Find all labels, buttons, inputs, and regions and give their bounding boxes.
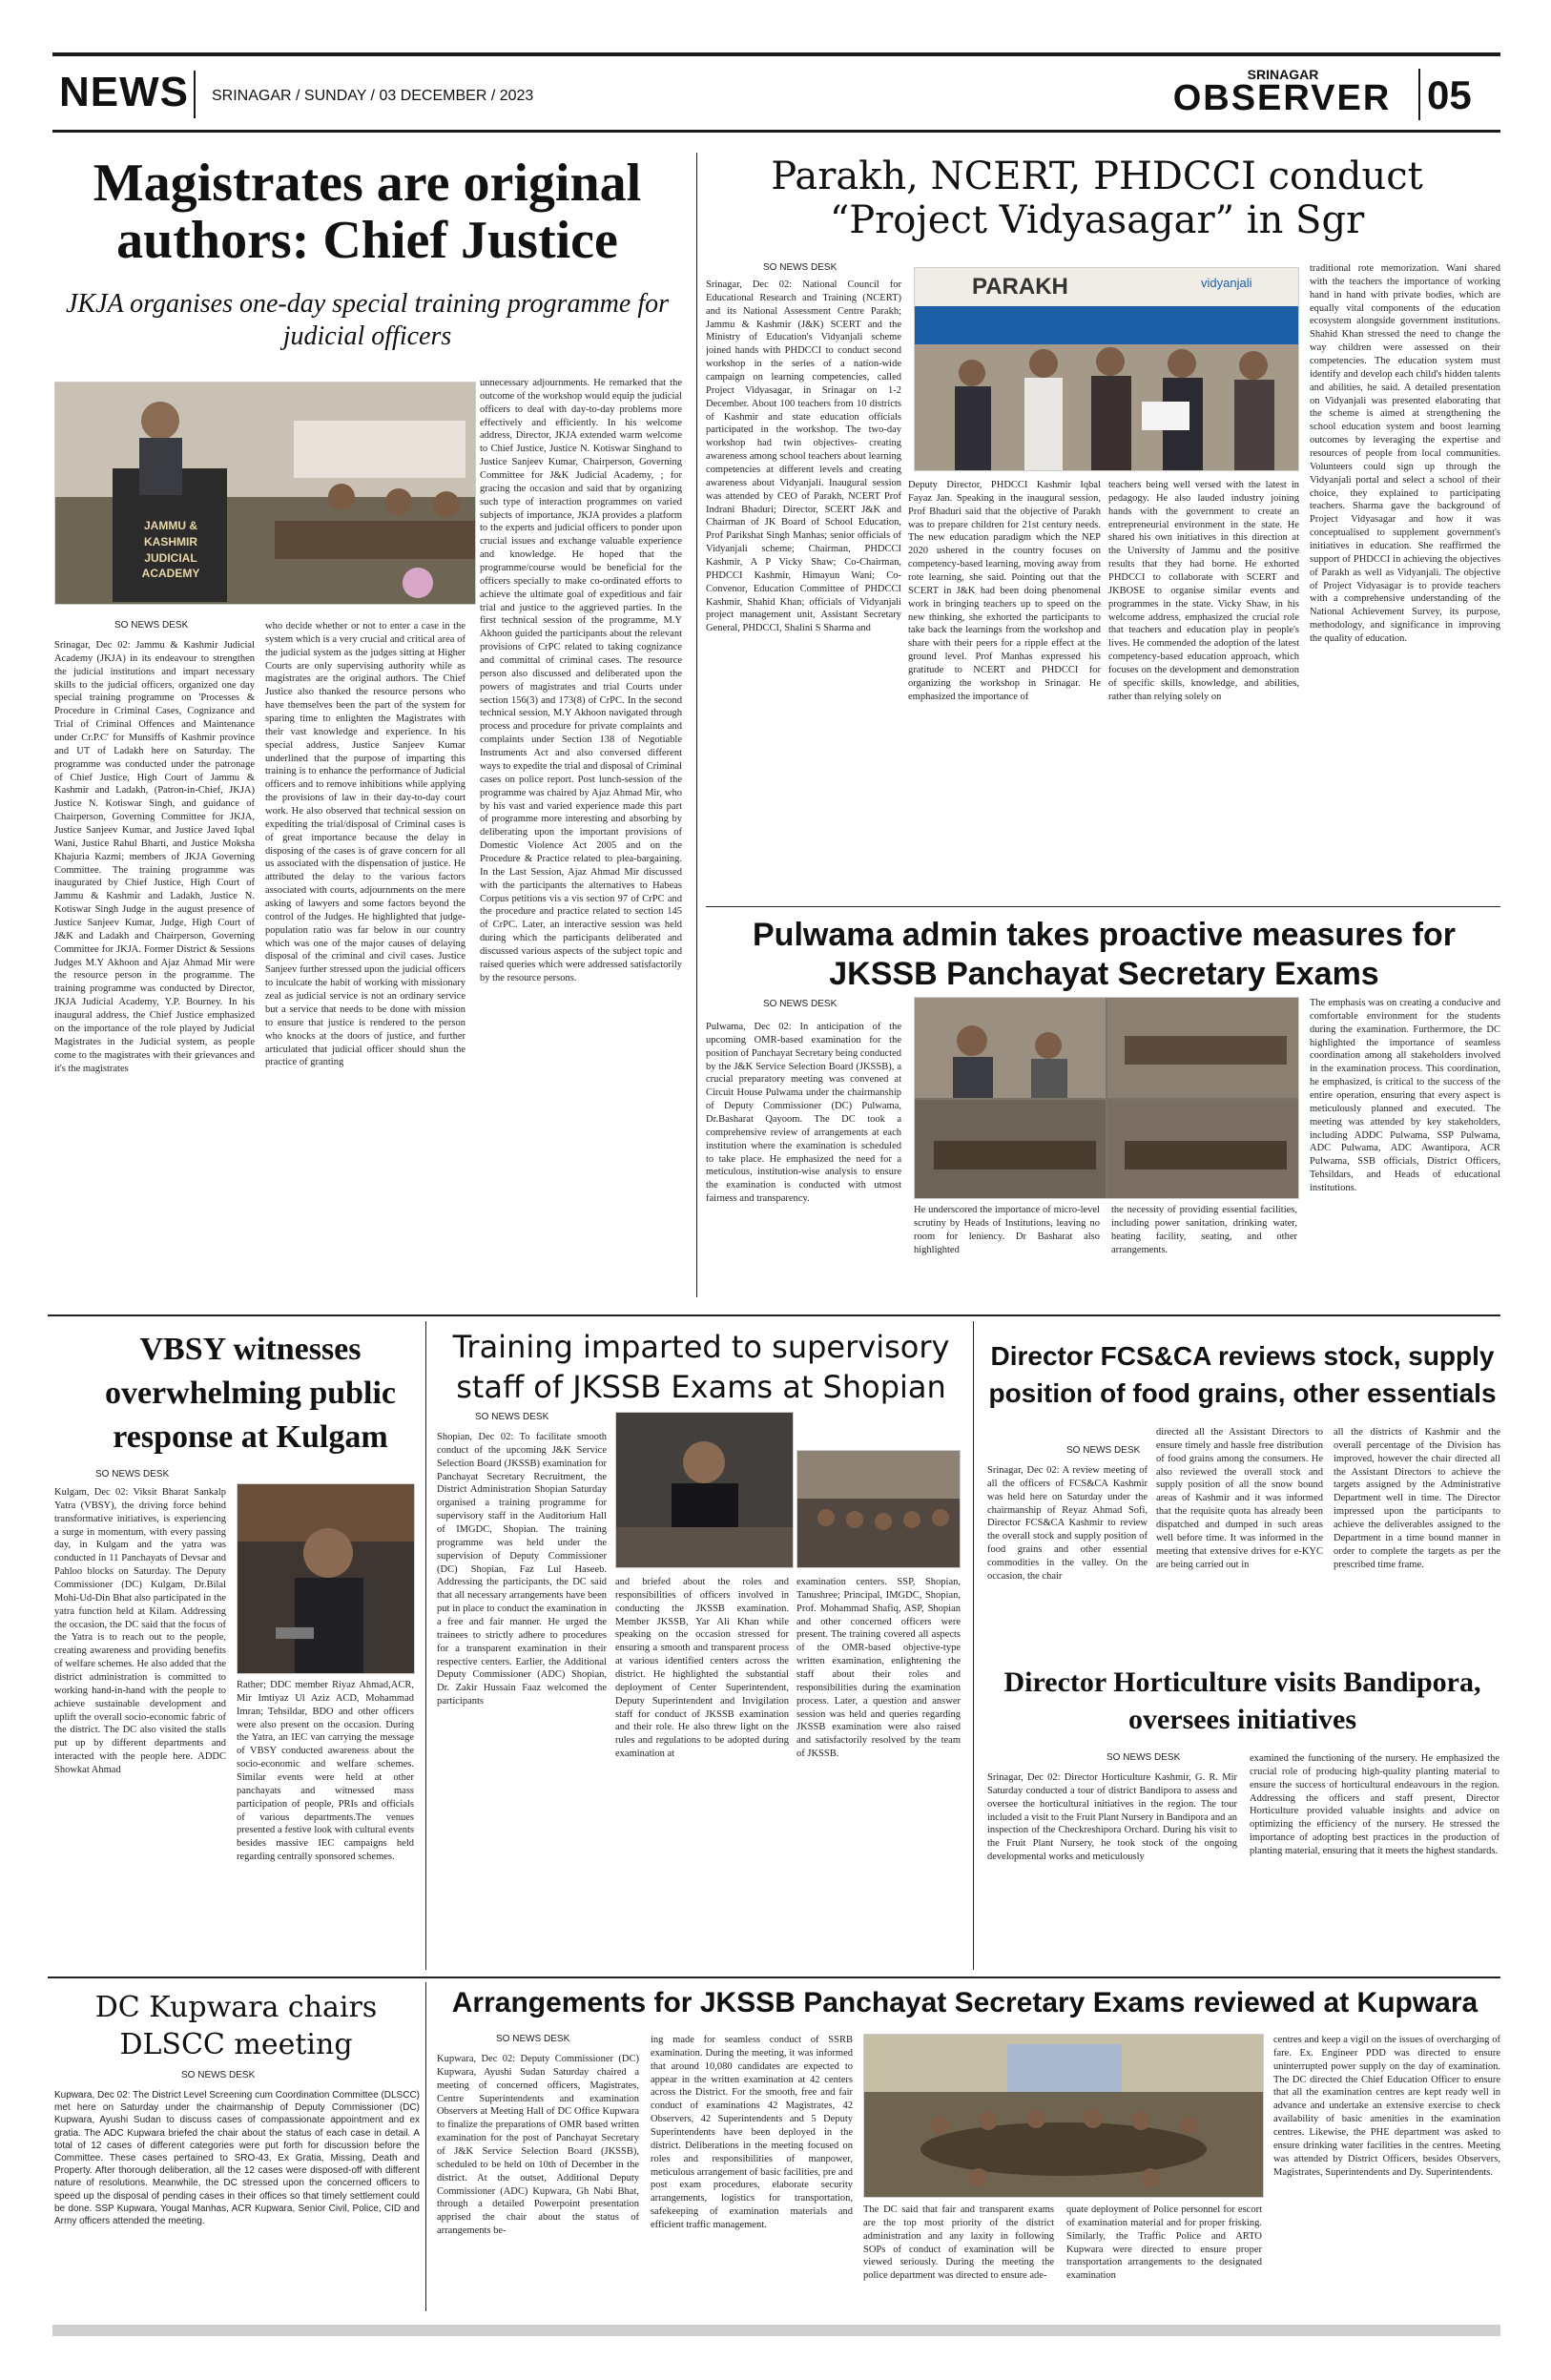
pulwama-col2: He underscored the importance of micro-level scrutiny by Heads of Institutions, leaving no room for leniency. Dr Basharat also highlighted bbox=[914, 1205, 1100, 1255]
parakh-col4: traditional rote memorization. Wani shared with the teachers the importance of working hand in hand with private bodies, which are equally vital components of the education ecosystem alongside government institutions. Shahid Khan stressed the need to change the way children were assessed on their competencies. The education system must identify and develop each child's hidden talents and abilities, he said. A detailed presentation on Vidyanjali was presented elaborating that the scheme is aimed at strengthening the school education system and boost learning outcomes by leveraging the expertise and resources of people from local communities. Volunteers could sign up through the Vidyanjali portal and select a school of their choice, they explained to participating teachers. Sharma gave the background of Project Vidyasagar and how it was conceptualised to supplement government's initiatives in education. She reaffirmed the support of PHDCCI in achieving the objectives of Parakh as well as Vidyanjali. The objective of Project Vidyasagar is to provide teachers with a comprehensive understanding of the National Achievement Survey, its purpose, methodology, and significance in improving the quality of education. bbox=[1310, 263, 1500, 645]
vbsy-headline: VBSY witnesses overwhelming public response at Kulgam bbox=[104, 1332, 397, 1455]
footer-bar bbox=[52, 2325, 1500, 2336]
horticulture-headline: Director Horticulture visits Bandipora, oversees initiatives bbox=[1003, 1666, 1481, 1735]
shopian-headline: Training imparted to supervisory staff of JKSSB Exams at Shopian bbox=[452, 1329, 950, 1405]
magistrates-headline: Magistrates are original authors: Chief Justice bbox=[93, 154, 642, 271]
dlscc-headline: DC Kupwara chairs DLSCC meeting bbox=[94, 1991, 378, 2061]
vertical-rule-3 bbox=[973, 1321, 974, 1970]
parakh-col1: Srinagar, Dec 02: National Council for Educational Research and Training (NCERT) and its National Assessment Centre Parakh; Jammu & Kashmir (J&K) SCERT and the Ministry of Education's Vidyanjali scheme joined hands with PHDCCI to conduct second workshop in the series of a nation-wide campaign on learning competencies, called Project Vidyasagar, in Srinagar on 1-2 December. About 100 teachers from 10 districts of Kashmir and state education officials participated in the workshop. The two-day workshop had twin objectives- creating awareness among school teachers about learning competencies at different levels and creating awareness about Vidyanjali. Inaugural session was attended by CEO of Parakh, NCERT Prof Indrani Bhaduri; Director, SCERT J&K and Chairman of JK Board of School Education, Prof Parikshat Singh Manhas; senior officials of Vidyanjali scheme; Chairman, PHDCCI Kashmir, A P Vicky Shaw; Co-Chairman, PHDCCI Kashmir, Himayun Wani; Co-Convenor, Education Committee of PHDCCI Kashmir, Shahid Khan; officials of Vidyanjali project management unit, Assistant Secretary General, PHDCCI, Shalini S Sharma and bbox=[706, 279, 901, 634]
masthead-top-rule bbox=[52, 52, 1500, 56]
horticulture-byline: SO NEWS DESK bbox=[1106, 1752, 1181, 1763]
pulwama-byline: SO NEWS DESK bbox=[763, 999, 838, 1009]
parakh-byline: SO NEWS DESK bbox=[763, 262, 838, 273]
magistrates-col1: Srinagar, Dec 02: Jammu & Kashmir Judicial Academy (JKJA) in its endeavour to strengthen the judicial institutions and impart necessary skills to the judicial officers, organized one day special training programme on 'Processes & Procedure in Criminal Cases, Cognizance and Trial of Criminal Offences and Maintenance under Cr.P.C' for Munsiffs of Kashmir province and UT of Ladakh here on Saturday. The programme was conducted under the patronage of Chief Justice, High Court of Jammu & Kashmir and Ladakh, (Patron-in-Chief, JKJA) Justice N. Kotiswar Singh, and guidance of Chairperson, Governing Committee for JKJA, Justice Sanjeev Kumar, and Justice Javed Iqbal Wani, Justice Rahul Bharti, and Justice Moksha Khajuria Kazmi; members of JKJA Governing Committee. The training programme was inaugurated by Chief Justice, High Court of Jammu & Kashmir and Ladakh, Justice N. Kotiswar Singh Judge in the august presence of Justice Sanjeev Kumar, Judge, High Court of J&K and Ladakh and Chairperson, Governing Committee for JKJA. Former District & Sessions Judges M.Y Akhoon and Ajaz Ahmad Mir were the resource person in the programme. The training programme was conducted by Director, JKJA Judicial Academy, Y.P. Bourney. In his inaugural address, the Chief Justice emphasized on the importance of the role played by Judicial Magistrates in the Judicial system, as people come to the magistrates with their grievances and it's the magistrates bbox=[54, 640, 255, 1074]
parakh-banner-right: vidyanjali bbox=[1201, 276, 1252, 290]
middle-rule bbox=[48, 1314, 1500, 1316]
brand-divider bbox=[1418, 69, 1420, 120]
shopian-photo-2-image bbox=[797, 1451, 960, 1567]
pulwama-col1: Pulwama, Dec 02: In anticipation of the upcoming OMR-based examination for the position of Panchayat Secretary being conducted by the J&K Service Selection Board (JKSSB), a crucial preparatory meeting was convened at Circuit House Pulwama under the chairmanship of Deputy Commissioner (DC) Pulwama, Dr.Basharat Qayoom. The DC took a comprehensive review of arrangements at each institution where the examination is scheduled to take place. He emphasized the need for a meticulous, institution-wise analysis to ensure the examination is conducted with utmost fairness and transparency. bbox=[706, 1022, 901, 1205]
horticulture-col2: examined the functioning of the nursery. He emphasized the crucial role of producing high-quality planting material to ensure the success of horticultural endeavours in the region. Addressing the officers and staff present, Director Horticulture provided valuable insights and advice on optimizing the efficiency of the nursery. He stressed the importance of adopting best practices in the production of planting material, ensuring that it meets the highest standards. bbox=[1250, 1753, 1499, 1857]
masthead-bottom-rule bbox=[52, 130, 1500, 133]
dlscc-body: Kupwara, Dec 02: The District Level Screening cum Coordination Committee (DLSCC) met here on Saturday under the chairmanship of Deputy Commissioner (DC) Kupwara, Ayushi Sudan to discuss cases of compassionate appointment and ex gratia. The ADC Kupwara briefed the chair about the status of each case in detail. A total of 12 cases of different categories were put forth for discussion before the Committee. These cases pertained to SRO-43, Ex Gratia, Missing, Death and Property. After thorough deliberation, all the 12 cases were disposed-off with different nature of resolutions. Meanwhile, the DC stressed upon the concerned officers to speed up the disposal of pending cases in their offices so that timely settlement could be done. SSP Kupwara, Yougal Manhas, ACR Kupwara, Senior Civil, Police, CID and Army officers attended the meeting. bbox=[54, 2090, 420, 2226]
masthead-dateline: SRINAGAR / SUNDAY / 03 DECEMBER / 2023 bbox=[212, 88, 534, 104]
masthead-divider bbox=[194, 71, 196, 118]
parakh-headline: Parakh, NCERT, PHDCCI conduct “Project Vidyasagar” in Sgr bbox=[771, 155, 1423, 242]
vertical-rule-4 bbox=[425, 1982, 426, 2311]
dlscc-byline: SO NEWS DESK bbox=[181, 2070, 256, 2080]
vbsy-byline: SO NEWS DESK bbox=[95, 1469, 170, 1480]
page-number: 05 bbox=[1427, 72, 1472, 117]
masthead-section: NEWS bbox=[59, 69, 189, 115]
fcsca-headline: Director FCS&CA reviews stock, supply position of food grains, other essentials bbox=[988, 1341, 1497, 1409]
pulwama-photo bbox=[914, 997, 1299, 1199]
brand-top: SRINAGAR bbox=[1247, 67, 1319, 82]
kupwara-photo-image bbox=[864, 2035, 1263, 2197]
jkja-podium-line2: JUDICIAL ACADEMY bbox=[141, 550, 200, 581]
parakh-bottom-rule bbox=[706, 906, 1500, 907]
fcsca-col2: directed all the Assistant Directors to ensure timely and hassle free distribution of food grains among the consumers. He also reviewed the overall stock and supply position of all the snow bound areas of Kashmir and it was informed that the requisite quota has already been dispatched and dumped in such areas well before time. It was informed in the meeting that extensive drives for e-KYC are being carried out in bbox=[1156, 1427, 1323, 1570]
magistrates-photo bbox=[54, 382, 476, 605]
vertical-rule-1 bbox=[696, 153, 697, 1297]
vertical-rule-2 bbox=[425, 1321, 426, 1970]
kupwara-col4: quate deployment of Police personnel for escort of examination material and for proper frisking. Similarly, the Traffic Police and ARTO Kupwara were directed to ensure proper transportation arrangements to the designated examination bbox=[1066, 2204, 1262, 2282]
shopian-col3: examination centers. SSP, Shopian, Tanushree; Principal, IMGDC, Shopian, Prof. Mohammad Shafiq, ASP, Shopian and other concerned officers were present. The training covered all aspects of the OMR-based objective-type written examination, enlightening the staff about their roles and responsibilities during the examination process. Later, a question and answer session was held and queries regarding JKSSB examination were also raised and satisfactorily resolved by the team of JKSSB. bbox=[796, 1577, 961, 1760]
kupwara-col5: centres and keep a vigil on the issues of overcharging of fare. Ex. Engineer PDD was directed to ensure uninterrupted power supply on the day of examination. The DC directed the Chief Education Officer to ensure that all the examination centres are kept ready well in advance and undertake an extensive exercise to check availability of basic amenities in the examination centres. Likewise, the PHE department was asked to ensure drinking water facilities in the centres. Meeting was attended by District Officers, besides Observers, Magistrates, Superintendents and Dy. Superintendents. bbox=[1273, 2035, 1500, 2178]
jkja-podium-line1: JAMMU & KASHMIR bbox=[144, 519, 197, 548]
kupwara-headline: Arrangements for JKSSB Panchayat Secretary Exams reviewed at Kupwara bbox=[451, 1987, 1479, 2018]
pulwama-photo-image bbox=[915, 998, 1298, 1198]
fcsca-col3: all the districts of Kashmir and the overall percentage of the Division has improved, however the chair directed all the Assistant Directors to achieve the targets assigned by the Administrative Department well in time. The Director impressed upon the participants to achieve the deliverables assigned to the Department in a time bound manner in order to complete the targets as per the prescribed time frame. bbox=[1334, 1427, 1500, 1570]
pulwama-col4: The emphasis was on creating a conducive and comfortable environment for the students during the examination. Furthermore, the DC highlighted the importance of seamless coordination among all stakeholders involved in the examination process. This coordination, he emphasized, is critical to the success of the entire operation, ensuring that every aspect is meticulously planned and executed. The meeting was attended by key stakeholders, including ADDC Pulwama, SSP Pulwama, ADC Pulwama, ADC Awantipora, ACR Pulwama, SSB officials, District Officers, Tehsildars, and Heads of educational institutions. bbox=[1310, 998, 1500, 1194]
shopian-col2: and briefed about the roles and responsibilities of officers involved in conducting the JKSSB examination. Member JKSSB, Yar Ali Khan while speaking on the occasion stressed for ensuring a smooth and transparent process at various identified centers across the district. He highlighted the substantial deployment of Center Superintendent, Deputy Superintendent and Invigilation staff for conduct of JKSSB examination and their role. He also threw light on the rules and regulations to be adopted during examination at bbox=[615, 1577, 789, 1760]
parakh-photo bbox=[914, 267, 1299, 471]
magistrates-byline: SO NEWS DESK bbox=[114, 620, 189, 631]
horticulture-col1: Srinagar, Dec 02: Director Horticulture Kashmir, G. R. Mir Saturday conducted a tour of district Bandipora to assess and oversee the horticultural initiatives in the region. The tour included a visit to the Fruit Plant Nursery in Bandipora and an inspection of the Checkreshipora Orchard. During his visit to the Fruit Plant Nursery, he took stock of the ongoing developmental works and meticulously bbox=[987, 1772, 1237, 1863]
vbsy-photo bbox=[237, 1483, 415, 1674]
brand-logo: OBSERVER bbox=[1172, 78, 1392, 118]
kupwara-col1: Kupwara, Dec 02: Deputy Commissioner (DC) Kupwara, Ayushi Sudan Saturday chaired a meeting of concerned officers, Magistrates, Centre Superintendents and examination Observers at Meeting Hall of DC Office Kupwara to finalize the preparations of OMR based written examination for the post of Panchayat Secretary of J&K Service Selection Board (JKSSB), scheduled to be held on 10th of December in the district. At the outset, Additional Deputy Commissioner (ADC) Kupwara, Gh Nabi Bhat, through a detailed Powerpoint presentation apprised the chair about the status of arrangements be- bbox=[437, 2054, 639, 2237]
fcsca-col1: Srinagar, Dec 02: A review meeting of all the officers of FCS&CA Kashmir was held here on Saturday under the chairmanship of Reyaz Ahmad Sofi, Director FCS&CA Kashmir to review the overall stock and supply position of food grains and other essential commodities in the valley. On the occasion, the chair bbox=[987, 1465, 1148, 1582]
kupwara-col2: ing made for seamless conduct of SSRB examination. During the meeting, it was informed that around 10,080 candidates are expected to appear in the written examination at 42 centers across the District. For the smooth, free and fair conduct of examinations 42 Magistrates, 42 Observers, 42 Superintendents and 5 Deputy Superintendents have been deployed in the district. Deliberations in the meeting focused on roles and responsibilities of manpower, meticulous arrangement of basic facilities, pre and post exam procedures, elaborate security arrangements, logistics for transportation, safekeeping of examination materials and efficient traffic management. bbox=[651, 2035, 853, 2231]
fcsca-byline: SO NEWS DESK bbox=[1066, 1445, 1141, 1456]
pulwama-headline: Pulwama admin takes proactive measures for JKSSB Panchayat Secretary Exams bbox=[753, 917, 1456, 992]
lower-rule bbox=[48, 1976, 1500, 1978]
parakh-col2: Deputy Director, PHDCCI Kashmir Iqbal Fayaz Jan. Speaking in the inaugural session, Prof Bhaduri said that the objective of Parakh was to prepare children for 21st century needs. The new education paradigm which the NEP 2020 ushered in the country focuses on competency-based learning, moving away from rote learning, she said. Pointing out that the SCERT in J&K had been doing phenomenal work in bringing teachers up to speed on the new thinking, she exhorted the participants to take back the learnings from the workshop and share with their peers for a ripple effect at the ground level. Prof Manhas expressed his gratitude to NCERT and PHDCCI for organizing the workshop in Srinagar. He emphasized the importance of bbox=[908, 480, 1101, 702]
kupwara-photo bbox=[863, 2034, 1264, 2198]
vbsy-col2: Rather; DDC member Riyaz Ahmad,ACR, Mir Imtiyaz Ul Aziz ACD, Mohammad Imran; Tehsildar, BDO and other officers were also present on the occasion. During the Yatra, an IEC van carrying the message of VBSY conducted awareness about the socio-economic and welfare schemes. Similar events were held at other panchayats and witnessed mass participation of people, PRIs and officials of various departments.The venues presented a festive look with cultural events besides massive IEC campaigns held regarding centrally sponsored schemes. bbox=[237, 1680, 414, 1863]
shopian-byline: SO NEWS DESK bbox=[475, 1412, 549, 1422]
pulwama-col3: the necessity of providing essential facilities, including power sanitation, drinking water, heating facility, seating, and other arrangements. bbox=[1111, 1205, 1297, 1255]
shopian-photo-1 bbox=[615, 1412, 794, 1568]
magistrates-col3: unnecessary adjournments. He remarked that the outcome of the workshop would equip the judicial officers to deal with day-to-day problems more effectively and efficiently. In his welcome address, Director, JKJA extended warm welcome to Chief Justice, Justice N. Kotiswar Singhand to Justice Sanjeev Kumar, Chairperson, Governing Committee for J&K Judicial Academy, ; for gracing the occasion and said that by organizing such type of interaction programmes on varied subjects of importance, JKJA provides a platform to the experts and judicial officers to ponder upon crucial issues and exchange valuable experience and knowledge. He hoped that the programme/course would be beneficial for the officers specially to make co-ordinated efforts to achieve the ultimate goal of expeditious and fair trial and justice to the aggrieved parties. In the first technical session of the programme, M.Y Akhoon guided the participants about the relevant provisions of CrPC related to taking cognizance and committal of criminal cases. The resource person also discussed and deliberated upon the powers of magistrates and trial Courts under section 156(3) and 173(8) of CrPC. In the second technical session, M.Y Akhoon navigated through process and procedure for private complaints and complaints under Section 138 of Negotiable Instruments Act and also conversed different ways to expedite the trial and disposal of Criminal cases on police report. Post lunch-session of the programme was chaired by Ajaz Ahmad Mir, who by his vast and varied experience made this part of programme more interesting and absorbing by deliberating upon the important provisions of Domestic Violence Act 2005 and on the Procedure & Practice related to plea-bargaining. In the Last Session, Ajaz Ahmad Mir discussed with the participants the alternatives to Habeas Corpus petitions vis a vis section 97 of CrPC and the procedure and practice related to section 145 of CrPC. Later, an interactive session was held during which the participants deliberated and discussed various aspects of the subject topic and raised queries which were addressed satisfactorily by the resource persons. bbox=[480, 378, 682, 983]
parakh-banner-text: PARAKH bbox=[972, 274, 1068, 300]
magistrates-col2: who decide whether or not to enter a case in the system which is a very crucial and critical area of the judicial system as the judges sitting at Higher Courts are only supervising authority while as magistrates are the original authors. The Chief Justice also thanked the resource persons who have themselves been the part of the system for sparing time to enlighten the Magistrates with their vast knowledge and experience. In his special address, Justice Sanjeev Kumar underlined that the purpose of imparting this training is to enhance the performance of Judicial officers and to remove inhibitions while applying the provisions of law in their day-to-day court work. He also observed that technical session on expediting the trial/disposal of Criminal cases is of great importance because the delay in disposing of the cases is of grave concern for all us associated with the dispensation of justice. He attributed the delay to the various factors associated with courts, adjournments on the mere asking of lawyers and some factors beyond the control of the Judges. He highlighted that judge-population ratio was far below in our country which was one of the major causes of delaying disposal of the criminal and civil cases. Justice Sanjeev further stressed upon the judicial officers to inculcate the habit of working with missionary zeal as judicial service is not an ordinary service but a service that needs to be done with mission to ensure that justice is rendered to the person who knocks at the doors of justice, and further articulated that judicial officer should shun the practice of granting bbox=[265, 621, 465, 1068]
parakh-col3: teachers being well versed with the latest in pedagogy. He also lauded industry joining hands with the government to create an entrepreneurial environment in the state. He shared his own initiatives in this direction at the University of Jammu and the positive results that they had borne. He exhorted PHDCCI to collaborate with SCERT and JKBOSE to organise similar events and programmes in the state. Vicky Shaw, in his welcome address, emphasized the crucial role that teachers and education play in people's lives. He commended the adoption of the latest competency-based education approach, which focuses on the development and demonstration of specific skills, knowledge, and abilities, rather than relying solely on bbox=[1108, 480, 1299, 702]
kupwara-byline: SO NEWS DESK bbox=[496, 2034, 570, 2044]
jkja-podium-text bbox=[118, 518, 223, 582]
shopian-photo-1-image bbox=[616, 1413, 793, 1567]
shopian-col1: Shopian, Dec 02: To facilitate smooth conduct of the upcoming J&K Service Selection Board (JKSSB) examination for Panchayat Secretary Recruitment, the District Administration Shopian Saturday organised a training programme for supervisory staff in the Auditorium Hall of IMGDC, Shopian. The training programme was held under the supervision of Deputy Commissioner (DC) Shopian, Faz Lul Haseeb. Addressing the participants, the DC said that all necessary arrangements have been put in place to conduct the examination in a free and fair manner. He urged the trainees to strictly adhere to procedures for a transparent examination in their respective centers. Earlier, the Additional Deputy Commissioner (ADC) Shopian, Dr. Zakir Hussain Faaz welcomed the participants bbox=[437, 1432, 607, 1707]
vbsy-col1: Kulgam, Dec 02: Viksit Bharat Sankalp Yatra (VBSY), the driving force behind transformative initiatives, is experiencing a surge in momentum, with every passing day, in Kulgam and the yatra was conducted in 11 Panchayats of Devsar and Pahloo blocks on Saturday. The Deputy Commissioner (DC) Kulgam, Dr.Bilal Mohi-Ud-Din Bhat also participated in the yatra function held at Kilam. Addressing the occasion, the DC said that the focus of the Yatra is to reach out to the people, creating awareness and providing benefits of welfare schemes. He also added that the district administration is committed to working hand-in-hand with the people to achieve sustainable development and uplift the overall socio-economic fabric of the district. The DC also visited the stalls put up by different departments and interacted with the people here. ADDC Showkat Ahmad bbox=[54, 1487, 226, 1776]
kupwara-col3: The DC said that fair and transparent exams are the top most priority of the district administration and any laxity in following SOPs of conduct of examination will be viewed seriously. During the meeting the police department was directed to ensure ade- bbox=[863, 2204, 1054, 2282]
vbsy-photo-image bbox=[238, 1484, 414, 1673]
magistrates-subheadline: JKJA organises one-day special training programme for judicial officers bbox=[65, 289, 669, 351]
shopian-photo-2 bbox=[796, 1450, 961, 1568]
